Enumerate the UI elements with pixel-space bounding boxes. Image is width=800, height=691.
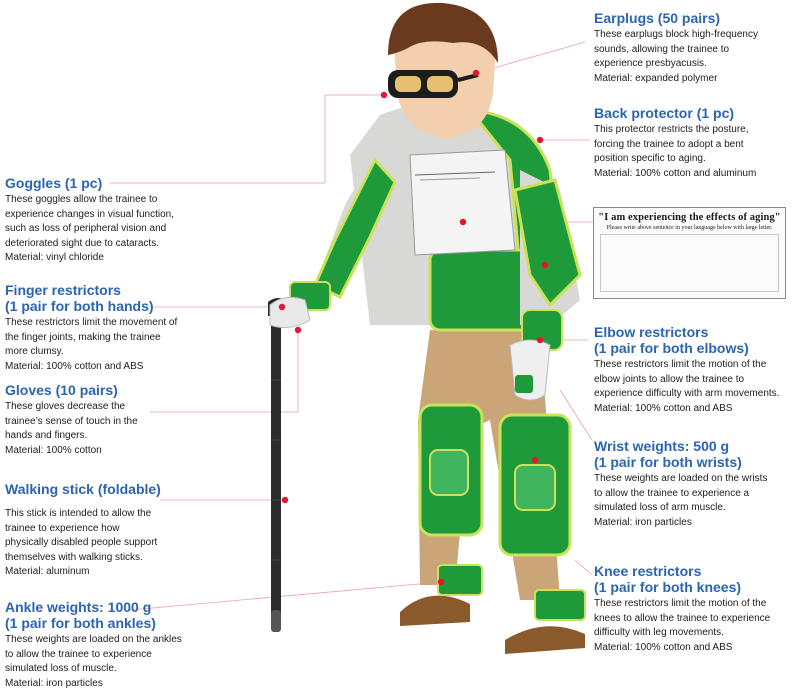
wrist-weights-desc: These weights are loaded on the wrists to allow the trainee to experience a simulated loss of arm muscle. xyxy=(594,472,767,516)
knee-callout-line xyxy=(575,560,592,575)
back-protector-material: Material: 100% cotton and aluminum xyxy=(594,167,756,182)
walking-stick-material: Material: aluminum xyxy=(5,565,161,580)
ankle-weights-label xyxy=(5,599,182,691)
goggles-title: Goggles (1 pc) xyxy=(5,175,174,191)
walking-stick-desc: This stick is intended to allow the trainee to experience how physically disabled people support themselves with walking sticks. xyxy=(5,507,161,565)
earplugs-title: Earplugs (50 pairs) xyxy=(594,10,758,26)
wrist-weights-title: Wrist weights: 500 g (1 pair for both wrists) xyxy=(594,438,767,470)
back-protector-title: Back protector (1 pc) xyxy=(594,105,756,121)
wrist-weights-label xyxy=(594,438,767,530)
ankle-weights-desc: These weights are loaded on the ankles to allow the trainee to experience simulated loss of muscle. xyxy=(5,633,182,677)
gloves-material: Material: 100% cotton xyxy=(5,444,138,459)
gloves-label xyxy=(5,382,138,458)
earplugs-label xyxy=(594,10,758,86)
trainee-legs xyxy=(400,330,585,654)
elbow-restrictors-desc: These restrictors limit the motion of the elbow joints to allow the trainee to experience difficulty with arm movements. xyxy=(594,358,779,402)
goggles-desc: These goggles allow the trainee to experience changes in visual function, such as loss of peripheral vision and deteriorated sight due to cataracts. xyxy=(5,193,174,251)
sign-quote: "I am experiencing the effects of aging" xyxy=(594,212,785,223)
sign-dot xyxy=(460,219,466,225)
knee-restrictors-desc: These restrictors limit the motion of the knees to allow the trainee to experience difficulty with leg movements. xyxy=(594,597,770,641)
earplugs-desc: These earplugs block high-frequency sounds, allowing the trainee to experience presbyacusis. xyxy=(594,28,758,72)
trainee-right-arm xyxy=(510,170,580,400)
finger-restrictors-title: Finger restrictors (1 pair for both hands) xyxy=(5,282,177,314)
sign-writing-area xyxy=(600,234,779,292)
elbow-restrictors-title: Elbow restrictors (1 pair for both elbows) xyxy=(594,324,779,356)
ankle-weights-material: Material: iron particles xyxy=(5,677,182,691)
goggles-material: Material: vinyl chloride xyxy=(5,251,174,266)
gloves-title: Gloves (10 pairs) xyxy=(5,382,138,398)
back-protector-desc: This protector restricts the posture, forcing the trainee to adopt a bent position specific to aging. xyxy=(594,123,756,167)
goggles-callout-line xyxy=(110,95,383,183)
walking-stick-title: Walking stick (foldable) xyxy=(5,481,161,497)
ankle-dot xyxy=(438,579,444,585)
ankle-weights-title: Ankle weights: 1000 g (1 pair for both ankles) xyxy=(5,599,182,631)
knee-restrictors-label xyxy=(594,563,770,655)
wrist-weights-material: Material: iron particles xyxy=(594,516,767,531)
finger-restrictors-material: Material: 100% cotton and ABS xyxy=(5,360,177,375)
knee-restrictors-title: Knee restrictors (1 pair for both knees) xyxy=(594,563,770,595)
gloves-dot xyxy=(295,327,301,333)
finger-dot xyxy=(279,304,285,310)
earplugs-dot xyxy=(473,70,479,76)
elbow-restrictors-material: Material: 100% cotton and ABS xyxy=(594,402,779,417)
knee-restrictors-material: Material: 100% cotton and ABS xyxy=(594,641,770,656)
aging-sign-inset xyxy=(593,207,786,299)
wrist-dot xyxy=(542,262,548,268)
goggles-dot xyxy=(381,92,387,98)
goggles-label xyxy=(5,175,174,266)
finger-restrictors-label xyxy=(5,282,177,374)
elbow-dot xyxy=(537,337,543,343)
sign-subtext: Please write above sentence in your language below with large letter. xyxy=(594,225,785,231)
walking-stick xyxy=(268,298,288,632)
knee-dot xyxy=(532,457,538,463)
finger-restrictors-desc: These restrictors limit the movement of the finger joints, making the trainee more clumsy. xyxy=(5,316,177,360)
earplugs-material: Material: expanded polymer xyxy=(594,72,758,87)
back-protector-dot xyxy=(537,137,543,143)
back-protector-label xyxy=(594,105,756,181)
elbow-restrictors-label xyxy=(594,324,779,416)
stick-dot xyxy=(282,497,288,503)
walking-stick-label xyxy=(5,481,161,580)
gloves-desc: These gloves decrease the trainee’s sense of touch in the hands and fingers. xyxy=(5,400,138,444)
